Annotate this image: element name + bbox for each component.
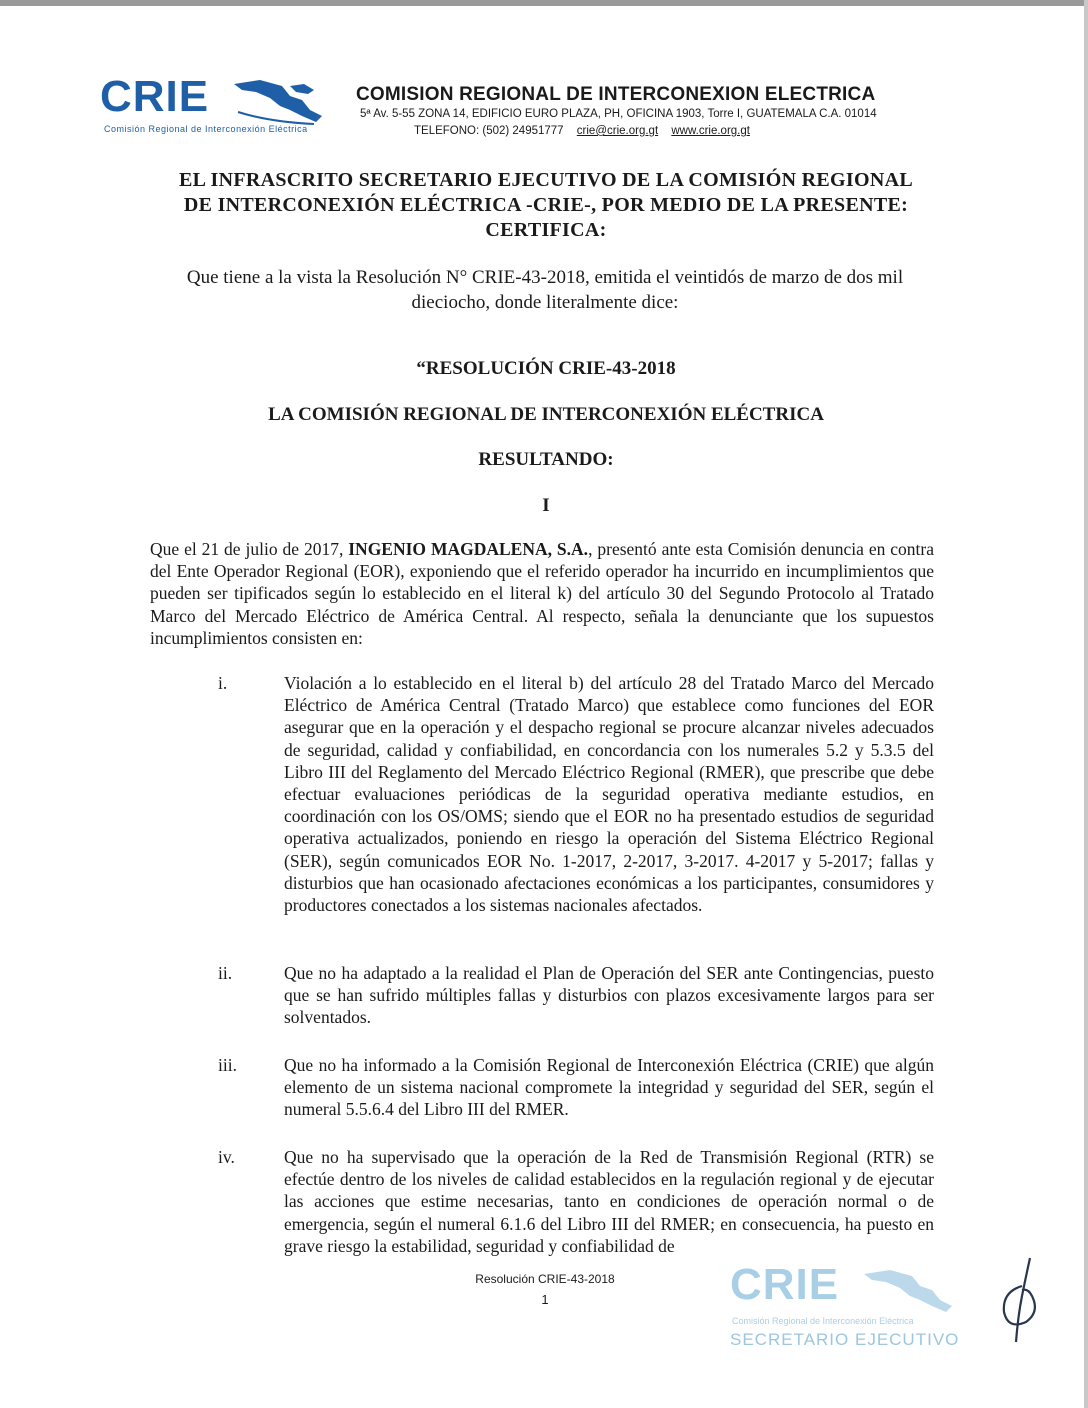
crie-logo [100,74,340,140]
section-number: I [542,495,550,516]
list-item-number: ii. [218,963,233,983]
phone-number: TELEFONO: (502) 24951777 [414,125,564,137]
logo-subtitle: Comisión Regional de Interconexión Eléctrica [104,124,308,134]
list-item-text: Violación a lo establecido en el literal b) del artículo 28 del Tratado Marco del Mercado Eléctrico de América Central (Tratado Marco) que establece como funciones del EOR asegurar que en la operación y el despacho regional se procure alcanzar niveles adecuados de seguridad, calidad y confiabilidad, en concordancia con los numerales 5.2 y 5.3.5 del Libro III del Reglamento del Mercado Eléctrico Regional (RMER), que prescribe que debe efectuar evaluaciones periódicas de la seguridad operativa mediante estudios, en coordinación con los OS/OMS; siendo que el EOR no ha presentado estudios de seguridad operativa actualizados, poniendo en riesgo la operación del Sistema Eléctrico Regional (SER), según comunicados EOR No. 1-2017, 2-2017, 3-2017. 4-2017 y 5-2017; fallas y disturbios que han ocasionado afectaciones económicas a los participantes, consumidores y productores conectados a los sistemas nacionales afectados. [284,673,934,916]
logo-text: CRIE [100,72,210,121]
signature-icon [996,1256,1046,1346]
list-item-number: iii. [218,1055,237,1075]
list-item-text: Que no ha informado a la Comisión Regional de Interconexión Eléctrica (CRIE) que algún elemento de un sistema nacional compromete la integridad y seguridad del SER, según el numeral 5.5.6.4 del Libro III del RMER. [284,1055,934,1120]
complainant-name: INGENIO MAGDALENA, S.A. [348,539,589,559]
scan-border-right [1084,0,1088,1408]
list-item-number: iv. [218,1147,235,1167]
organization-name: COMISION REGIONAL DE INTERCONEXION ELECTRICA [356,84,876,105]
scan-border-top [0,0,1088,6]
organization-contact [414,125,760,137]
footer-reference: Resolución CRIE-43-2018 [475,1272,615,1286]
website-link[interactable]: www.crie.org.gt [671,125,750,137]
resultando-paragraph-1 [150,538,934,649]
commission-title: LA COMISIÓN REGIONAL DE INTERCONEXIÓN ELÉCTRICA [268,404,824,425]
list-item-number: i. [218,673,228,693]
list-item-text: Que no ha supervisado que la operación de la Red de Transmisión Regional (RTR) se efectúe dentro de los niveles de calidad establecidos en la regulación regional y de ejecutar las acciones que estime necesarias, tanto en condiciones de operación normal o de emergencia, según el numeral 6.1.6 del Libro III del RMER; en consecuencia, ha puesto en grave riesgo la estabilidad, seguridad y confiabilidad de [284,1147,934,1256]
email-link[interactable]: crie@crie.org.gt [576,125,659,137]
certification-heading-line-3: CERTIFICA: [485,219,607,241]
stamp-subtitle: Comisión Regional de Interconexión Eléctrica [732,1316,914,1326]
central-america-map-icon [230,76,330,126]
stamp-logo-text: CRIE [730,1260,840,1309]
section-title: RESULTANDO: [478,449,614,470]
intro-paragraph: Que tiene a la vista la Resolución N° CRIE-43-2018, emitida el veintidós de marzo de dos mil dieciocho, donde literalmente dice: [186,267,904,313]
paragraph-text-after: , presentó ante esta Comisión denuncia en contra del Ente Operador Regional (EOR), exponiendo que el referido operador ha incurrido en incumplimientos que pueden ser tipificados según lo establecido en el literal k) del artículo 30 del Segundo Protocolo al Tratado Marco del Mercado Eléctrico de América Central. Al respecto, señala la denunciante que los supuestos incumplimientos consisten en: [150,539,935,648]
paragraph-text-before: Que el 21 de julio de 2017, [150,539,349,559]
organization-address: 5ª Av. 5-55 ZONA 14, EDIFICIO EURO PLAZA, PH, OFICINA 1903, Torre I, GUATEMALA C.A. 01014 [360,108,877,120]
list-item-text: Que no ha adaptado a la realidad el Plan de Operación del SER ante Contingencias, puesto que se han sufrido múltiples fallas y disturbios con plazos excesivamente largos para ser solventados. [284,963,934,1028]
stamp-map-icon [860,1266,960,1316]
stamp-title: SECRETARIO EJECUTIVO [730,1330,960,1349]
secretary-stamp [730,1262,980,1354]
certification-heading-line-2: DE INTERCONEXIÓN ELÉCTRICA -CRIE-, POR MEDIO DE LA PRESENTE: [183,194,909,216]
page-number: 1 [541,1292,549,1307]
resolution-title: “RESOLUCIÓN CRIE-43-2018 [416,358,676,379]
certification-heading-line-1: EL INFRASCRITO SECRETARIO EJECUTIVO DE LA COMISIÓN REGIONAL [179,169,913,191]
